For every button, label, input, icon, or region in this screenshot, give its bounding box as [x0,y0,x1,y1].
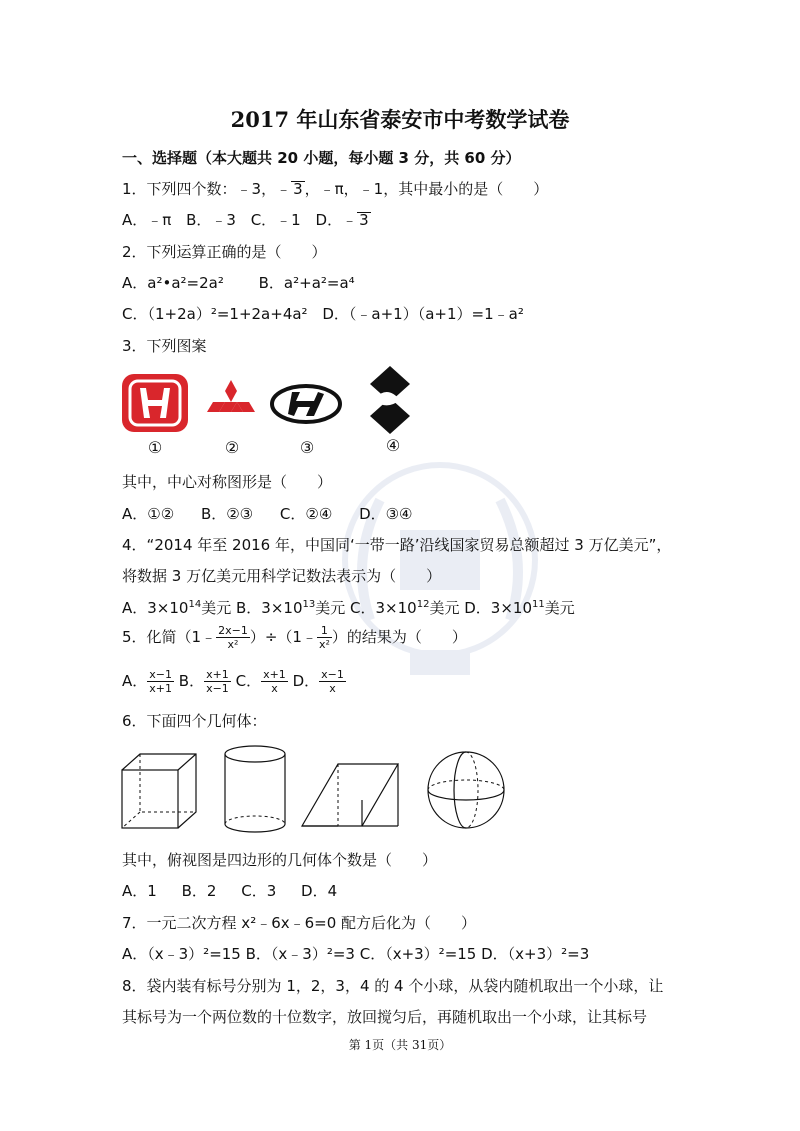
question-2: 2．下列运算正确的是（ ） [122,243,327,261]
question-1: 1．下列四个数：﹣3，﹣ 3 ，﹣π，﹣1，其中最小的是（ ） [122,180,549,198]
option-c[interactable]: C．﹣1 [250,211,301,229]
question-2-options-row2 [122,303,534,324]
question-4-options [122,597,575,618]
option-b[interactable]: B．2 [181,882,217,900]
cube-icon [118,750,200,832]
option-a[interactable]: A． $\frac{x-1}{x+1}$ [122,668,172,695]
question-5: 5．化简（1﹣ $\frac{2x-1}{\text{x²}}$ ）÷（1﹣ $\frac{1}{\text{x²}}$ ）的结果为（ ） [122,624,467,651]
option-c[interactable]: C． $\frac{x+1}{x}$ [235,668,286,695]
question-1-options [122,209,381,230]
fraction: $\frac{1}{\text{x²}}$ [318,624,330,651]
option-a[interactable]: A．﹣π [122,211,172,229]
hyundai-logo-icon [270,384,342,424]
question-6-prompt: 其中，俯视图是四边形的几何体个数是（ ） [122,851,438,869]
page-title: 2017 年山东省泰安市中考数学试卷 [230,107,570,132]
option-c[interactable]: C．（1+2a）²=1+2a+4a² [122,305,308,323]
watermark-emblem [330,420,550,700]
question-6-options [122,880,347,901]
diamond-s-logo-icon [362,364,418,436]
question-2-options-row1 [122,272,365,293]
question-5-options [122,668,346,695]
question-8-line1: 8．袋内装有标号分别为 1，2，3，4 的 4 个小球，从袋内随机取出一个小球，让 [122,977,664,995]
question-8-line2: 其标号为一个两位数的十位数字，放回搅匀后，再随机取出一个小球，让其标号 [122,1008,648,1026]
option-a[interactable]: A．$3\times 10^{14}$美元 [122,599,232,617]
option-d[interactable]: D．4 [301,882,338,900]
question-3-options [122,503,423,524]
option-d[interactable]: D．（﹣a+1）（a+1）=1﹣a² [322,305,524,323]
figure-label-4: ④ [385,436,401,455]
page-footer: 第 1页（共 31页） [348,1038,452,1052]
fraction: $\frac{2x-1}{\text{x²}}$ [218,624,248,651]
question-3-prompt: 其中，中心对称图形是（ ） [122,473,333,491]
option-c[interactable]: C．$3\times 10^{12}$美元 [350,599,460,617]
option-b[interactable]: B．﹣3 [186,211,236,229]
option-c[interactable]: C．②④ [279,505,333,523]
question-7: 7．一元二次方程 x²﹣6x﹣6=0 配方后化为（ ） [122,914,477,932]
cylinder-icon [222,744,288,834]
honda-logo-icon [120,372,190,434]
question-4-line1: 4．“2014 年至 2016 年，中国同‘一带一路’沿线国家贸易总额超过 3 万亿美元”， [122,536,672,554]
option-a[interactable]: A．a²•a²=2a² [122,274,224,292]
question-3: 3．下列图案 [122,337,207,355]
option-a[interactable]: A．①② [122,505,175,523]
question-4-line2: 将数据 3 万亿美元用科学记数法表示为（ ） [122,567,442,585]
option-b[interactable]: B． $\frac{x+1}{x-1}$ [178,668,229,695]
figure-label-3: ③ [299,438,315,457]
option-d[interactable]: D． $\frac{x-1}{x}$ [292,668,344,695]
option-d[interactable]: D．③④ [359,505,413,523]
option-b[interactable]: B．a²+a²=a⁴ [258,274,355,292]
option-a[interactable]: A．1 [122,882,157,900]
prism-icon [298,760,402,832]
section-heading: 一、选择题（本大题共 20 小题，每小题 3 分，共 60 分） [122,149,521,167]
figure-label-2: ② [224,438,240,457]
question-7-options[interactable]: A．（x﹣3）²=15 B．（x﹣3）²=3 C．（x+3）²=15 D．（x+3）²=3 [122,945,590,963]
sphere-icon [424,748,508,832]
figure-label-1: ① [147,438,163,457]
option-b[interactable]: B．②③ [200,505,254,523]
option-b[interactable]: B．$3\times 10^{13}$美元 [236,599,346,617]
question-6: 6．下面四个几何体： [122,712,267,730]
option-d[interactable]: D．﹣ 3 [315,211,369,229]
option-c[interactable]: C．3 [241,882,277,900]
sqrt-symbol: 3 [293,180,303,198]
mitsubishi-logo-icon [206,378,256,422]
option-d[interactable]: D．$3\times 10^{11}$美元 [464,599,575,617]
